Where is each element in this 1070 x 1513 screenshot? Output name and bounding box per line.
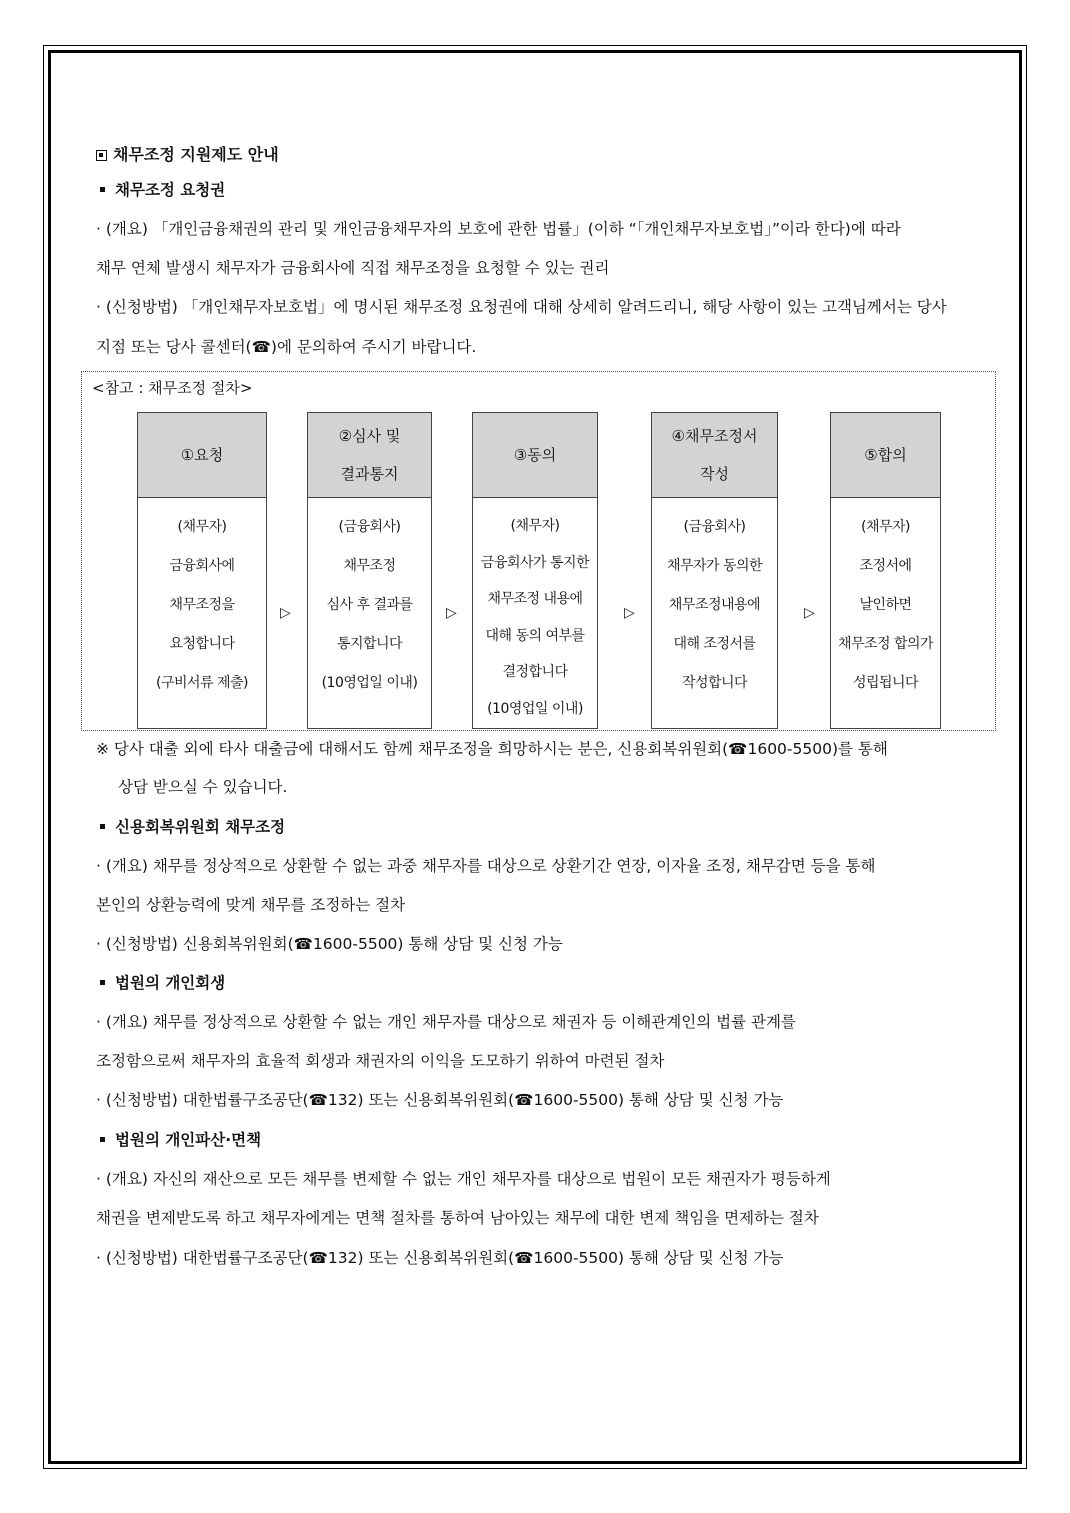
arrow-right-icon: ▷ [446,605,457,621]
section-title-request-right: 채무조정 요청권 [96,178,225,200]
procedure-title: <참고 : 채무조정 절차> [92,379,253,397]
procedure-reference-box [81,371,996,731]
step-body: (금융회사) 채무조정 심사 후 결과를 통지합니다 (10영업일 이내) [321,519,418,691]
procedure-step-consent [472,412,598,729]
arrow-right-icon: ▷ [804,605,815,621]
step-head: ④채무조정서 작성 [652,413,777,498]
arrow-right-icon: ▷ [280,605,291,621]
paragraph-line: 채무 연체 발생시 채무자가 금융회사에 직접 채무조정을 요청할 수 있는 권리 [96,259,610,277]
section-title-bankruptcy: 법원의 개인파산·면책 [96,1128,261,1150]
bullet-icon [100,187,105,192]
paragraph-line: · (개요) 채무를 정상적으로 상환할 수 없는 과중 채무자를 대상으로 상환기간 연장, 이자율 조정, 채무감면 등을 통해 [96,857,876,875]
paragraph-line: 채권을 변제받도록 하고 채무자에게는 면책 절차를 통하여 남아있는 채무에 대한 변제 책임을 면제하는 절차 [96,1209,819,1227]
note-line: ※ 당사 대출 외에 타사 대출금에 대해서도 함께 채무조정을 희망하시는 분은, 신용회복위원회(☎1600-5500)를 통해 [96,740,888,758]
bullet-icon [100,1137,105,1142]
step-body: (채무자) 금융회사에 채무조정을 요청합니다 (구비서류 제출) [155,519,249,691]
arrow-right-icon: ▷ [624,605,635,621]
procedure-step-review [307,412,432,729]
bullet-icon [100,824,105,829]
step-body: (금융회사) 채무자가 동의한 채무조정내용에 대해 조정서를 작성합니다 [666,519,763,691]
paragraph-line: 지점 또는 당사 콜센터(☎)에 문의하여 주시기 바랍니다. [96,338,477,356]
paragraph-line: · (신청방법) 신용회복위원회(☎1600-5500) 통해 상담 및 신청 가능 [96,935,563,953]
paragraph-line: · (신청방법) 대한법률구조공단(☎132) 또는 신용회복위원회(☎1600-5500) 통해 상담 및 신청 가능 [96,1249,784,1267]
step-body: (채무자) 조정서에 날인하면 채무조정 합의가 성립됩니다 [837,519,934,691]
step-head: ①요청 [138,413,266,498]
procedure-step-settlement [830,412,941,729]
paragraph-line: · (신청방법) 대한법률구조공단(☎132) 또는 신용회복위원회(☎1600-5500) 통해 상담 및 신청 가능 [96,1091,784,1109]
procedure-step-agreement-document [651,412,778,729]
paragraph-line: 본인의 상환능력에 맞게 채무를 조정하는 절차 [96,896,406,914]
paragraph-line: · (개요) 채무를 정상적으로 상환할 수 없는 개인 채무자를 대상으로 채권자 등 이해관계인의 법률 관계를 [96,1013,796,1031]
procedure-step-request [137,412,267,729]
paragraph-line: 조정함으로써 채무자의 효율적 회생과 채권자의 이익을 도모하기 위하여 마련된 절차 [96,1052,665,1070]
step-body: (채무자) 금융회사가 통지한 채무조정 내용에 대해 동의 여부를 결정합니다 (10영업일 이내) [480,518,590,717]
section-title-credit-recovery: 신용회복위원회 채무조정 [96,815,285,837]
note-line: 상담 받으실 수 있습니다. [118,778,288,796]
step-head: ②심사 및 결과통지 [308,413,431,498]
step-head: ⑤합의 [831,413,940,498]
document-heading: 채무조정 지원제도 안내 [96,142,279,165]
square-bullet-icon [96,150,107,161]
paragraph-line: · (신청방법) 「개인채무자보호법」에 명시된 채무조정 요청권에 대해 상세히 알려드리니, 해당 사항이 있는 고객님께서는 당사 [96,298,947,316]
bullet-icon [100,980,105,985]
step-head: ③동의 [473,413,597,498]
section-title-rehabilitation: 법원의 개인회생 [96,971,225,993]
paragraph-line: · (개요) 「개인금융채권의 관리 및 개인금융채무자의 보호에 관한 법률」(이하 “「개인채무자보호법」”이라 한다)에 따라 [96,220,901,238]
paragraph-line: · (개요) 자신의 재산으로 모든 채무를 변제할 수 없는 개인 채무자를 대상으로 법원이 모든 채권자가 평등하게 [96,1170,831,1188]
